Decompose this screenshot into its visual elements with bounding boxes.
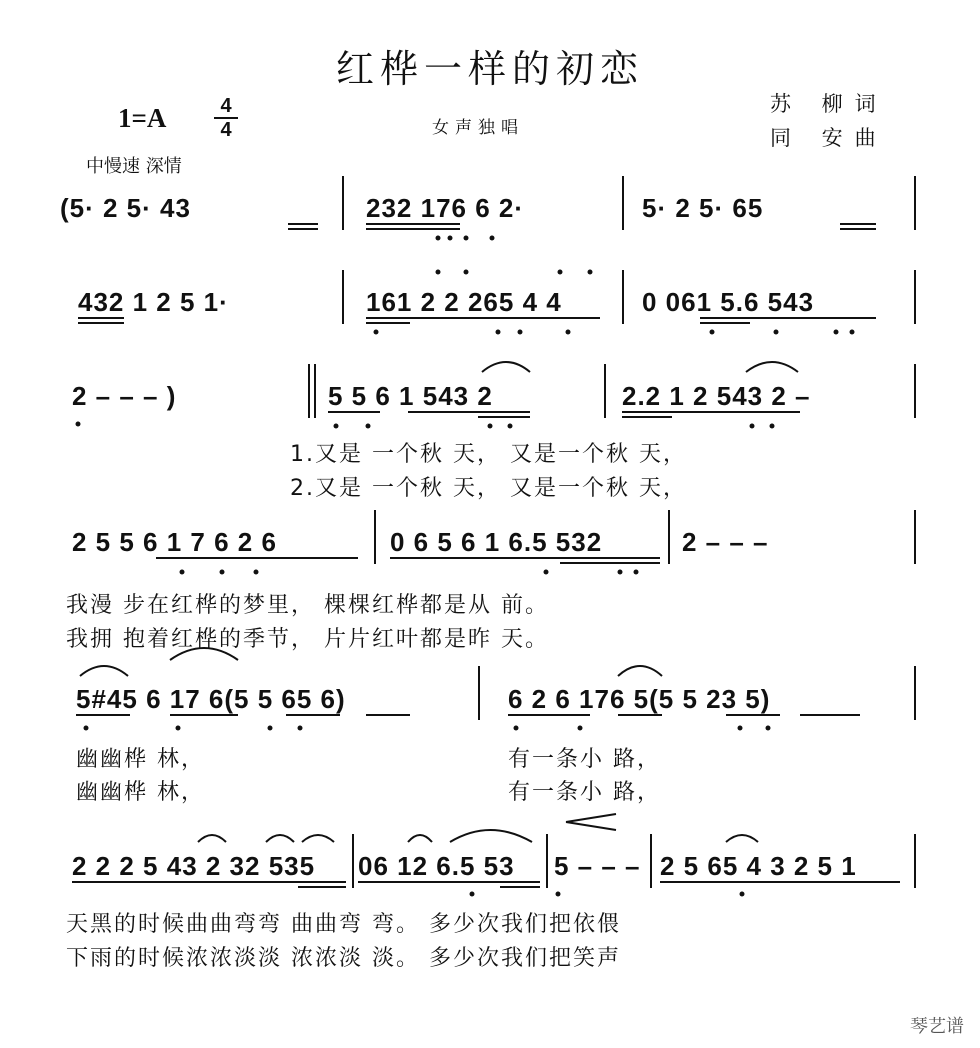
notes-r6-m3: 5 – – – [554, 851, 641, 881]
notes-r3-m1: 2 – – – ) [72, 381, 177, 411]
lyricist-credit: 苏 柳词 [770, 92, 888, 116]
performance-type: 女声独唱 [432, 118, 524, 138]
notes-r5-m1: 5#45 6 17 6(5 5 65 6) [76, 684, 346, 714]
notes-r4-m3: 2 – – – [682, 527, 769, 557]
notes-r5-m2: 6 2 6 176 5(5 5 23 5) [508, 684, 771, 714]
lyric-r3-verse2: 2.又是 一个秋 天， 又是一个秋 天， [290, 476, 687, 501]
lyric-r4-verse1: 我漫 步在红桦的梦里， 棵棵红桦都是从 前。 [66, 593, 549, 618]
notes-r2-m1: 432 1 2 5 1· [78, 287, 229, 317]
composer-credit: 同 安曲 [770, 126, 888, 150]
lyric-r4-verse2: 我拥 抱着红桦的季节， 片片红叶都是昨 天。 [66, 627, 549, 652]
watermark-logo: 琴艺谱 [910, 1016, 964, 1037]
lyric-r5-verse1a: 幽幽桦 林， [76, 747, 205, 772]
lyric-r5-verse2a: 幽幽桦 林， [76, 780, 205, 805]
notes-r2-m2: 161 2 2 265 4 4 [366, 287, 562, 317]
time-bottom: 4 [220, 119, 232, 141]
key-signature: 1=A [118, 103, 167, 133]
lyric-r5-verse2b: 有一条小 路， [508, 780, 661, 805]
notes-r4-m2: 0 6 5 6 1 6.5 532 [390, 527, 603, 557]
notes-r4-m1: 2 5 5 6 1 7 6 2 6 [72, 527, 277, 557]
notes-r1-m2: 232 176 6 2· [366, 193, 525, 223]
lyric-r3-verse1: 1.又是 一个秋 天， 又是一个秋 天， [290, 442, 687, 467]
song-title: 红桦一样的初恋 [335, 47, 644, 91]
lyric-r6-verse2: 下雨的时候浓浓淡淡 浓浓淡 淡。 多少次我们把笑声 [66, 946, 621, 971]
tempo-marking: 中慢速 深情 [86, 156, 182, 177]
notes-r3-m3: 2.2 1 2 543 2 – [622, 381, 811, 411]
notes-r1-m1: (5· 2 5· 43 [60, 193, 191, 223]
lyric-r5-verse1b: 有一条小 路， [508, 747, 661, 772]
notes-r6-m1: 2 2 2 5 43 2 32 535 [72, 851, 316, 881]
lyric-r6-verse1: 天黑的时候曲曲弯弯 曲曲弯 弯。 多少次我们把依偎 [66, 912, 621, 937]
notes-r3-m2: 5 5 6 1 543 2 [328, 381, 493, 411]
time-top: 4 [220, 95, 232, 117]
notes-r2-m3: 0 061 5.6 543 [642, 287, 815, 317]
notes-r6-m4: 2 5 65 4 3 2 5 1 [660, 851, 857, 881]
notes-r1-m3: 5· 2 5· 65 [642, 193, 764, 223]
notes-r6-m2: 06 12 6.5 53 [358, 851, 515, 881]
